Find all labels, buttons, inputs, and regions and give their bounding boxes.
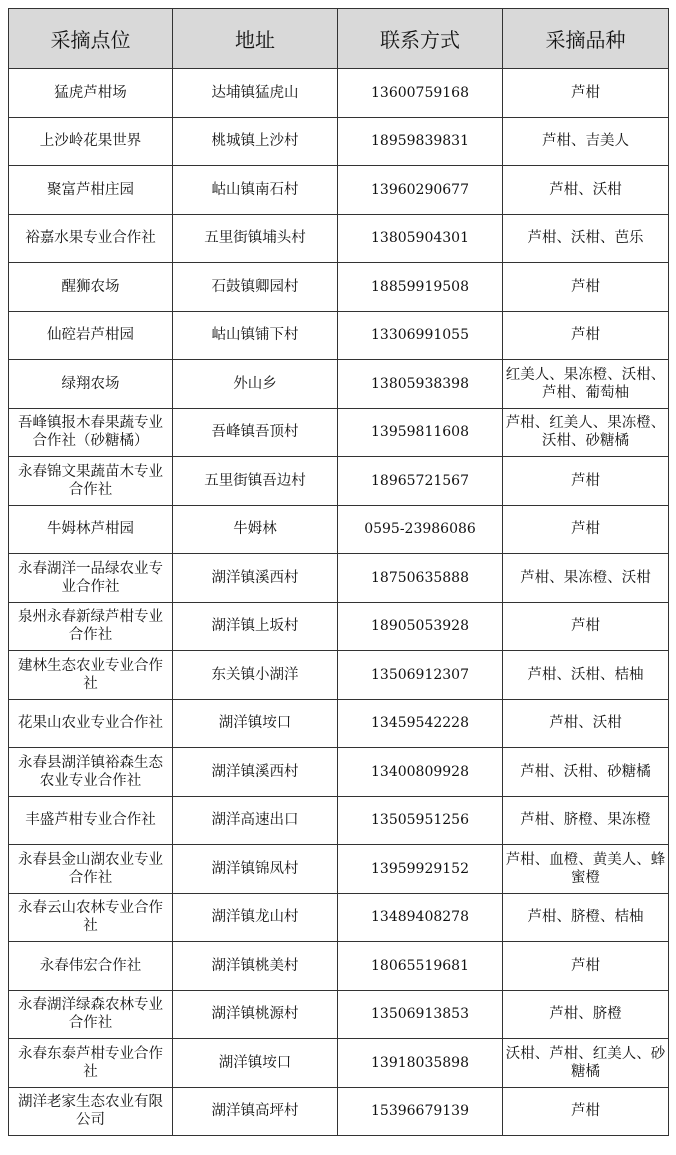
cell-varieties: 芦柑 bbox=[503, 311, 669, 360]
cell-varieties: 芦柑 bbox=[503, 1087, 669, 1136]
cell-address: 五里街镇吾边村 bbox=[173, 457, 338, 506]
picking-spots-table bbox=[8, 8, 669, 1136]
picking-spots-table-container bbox=[8, 8, 668, 1136]
cell-address: 湖洋镇桃美村 bbox=[173, 942, 338, 991]
header-spot: 采摘点位 bbox=[9, 9, 173, 69]
table-row bbox=[9, 554, 669, 603]
cell-address: 湖洋镇高坪村 bbox=[173, 1087, 338, 1136]
cell-spot-name: 永春东泰芦柑专业合作社 bbox=[9, 1039, 173, 1088]
cell-phone: 13505951256 bbox=[338, 796, 503, 845]
cell-varieties: 芦柑、红美人、果冻橙、沃柑、砂糖橘 bbox=[503, 408, 669, 457]
cell-address: 五里街镇埔头村 bbox=[173, 214, 338, 263]
cell-varieties: 芦柑、沃柑、砂糖橘 bbox=[503, 748, 669, 797]
cell-spot-name: 永春锦文果蔬苗木专业合作社 bbox=[9, 457, 173, 506]
cell-phone: 13805938398 bbox=[338, 360, 503, 409]
table-row bbox=[9, 408, 669, 457]
cell-phone: 15396679139 bbox=[338, 1087, 503, 1136]
cell-phone: 18065519681 bbox=[338, 942, 503, 991]
cell-varieties: 芦柑 bbox=[503, 505, 669, 554]
cell-spot-name: 永春县金山湖农业专业合作社 bbox=[9, 845, 173, 894]
cell-phone: 18959839831 bbox=[338, 117, 503, 166]
table-row bbox=[9, 845, 669, 894]
table-body bbox=[9, 69, 669, 1136]
cell-spot-name: 醒狮农场 bbox=[9, 263, 173, 312]
cell-address: 岵山镇南石村 bbox=[173, 166, 338, 215]
cell-address: 岵山镇铺下村 bbox=[173, 311, 338, 360]
cell-address: 达埔镇猛虎山 bbox=[173, 69, 338, 118]
cell-address: 湖洋镇上坂村 bbox=[173, 602, 338, 651]
cell-phone: 0595-23986086 bbox=[338, 505, 503, 554]
cell-phone: 13506912307 bbox=[338, 651, 503, 700]
cell-spot-name: 聚富芦柑庄园 bbox=[9, 166, 173, 215]
table-row bbox=[9, 457, 669, 506]
cell-address: 湖洋镇锦凤村 bbox=[173, 845, 338, 894]
cell-spot-name: 丰盛芦柑专业合作社 bbox=[9, 796, 173, 845]
cell-spot-name: 湖洋老家生态农业有限公司 bbox=[9, 1087, 173, 1136]
cell-address: 湖洋镇溪西村 bbox=[173, 748, 338, 797]
cell-varieties: 芦柑 bbox=[503, 263, 669, 312]
cell-varieties: 芦柑、脐橙 bbox=[503, 990, 669, 1039]
cell-phone: 13600759168 bbox=[338, 69, 503, 118]
cell-address: 石鼓镇卿园村 bbox=[173, 263, 338, 312]
cell-phone: 13459542228 bbox=[338, 699, 503, 748]
cell-varieties: 芦柑、吉美人 bbox=[503, 117, 669, 166]
cell-phone: 13959929152 bbox=[338, 845, 503, 894]
cell-spot-name: 吾峰镇报木春果蔬专业合作社（砂糖橘） bbox=[9, 408, 173, 457]
cell-address: 湖洋镇垵口 bbox=[173, 1039, 338, 1088]
cell-varieties: 芦柑、果冻橙、沃柑 bbox=[503, 554, 669, 603]
table-row bbox=[9, 311, 669, 360]
cell-phone: 13805904301 bbox=[338, 214, 503, 263]
cell-phone: 13959811608 bbox=[338, 408, 503, 457]
table-row bbox=[9, 893, 669, 942]
table-row bbox=[9, 214, 669, 263]
cell-spot-name: 绿翔农场 bbox=[9, 360, 173, 409]
cell-varieties: 芦柑、沃柑 bbox=[503, 699, 669, 748]
cell-phone: 18965721567 bbox=[338, 457, 503, 506]
cell-varieties: 芦柑、沃柑 bbox=[503, 166, 669, 215]
cell-varieties: 芦柑、脐橙、果冻橙 bbox=[503, 796, 669, 845]
table-row bbox=[9, 990, 669, 1039]
cell-address: 湖洋镇垵口 bbox=[173, 699, 338, 748]
table-row bbox=[9, 602, 669, 651]
cell-varieties: 芦柑 bbox=[503, 942, 669, 991]
cell-phone: 13306991055 bbox=[338, 311, 503, 360]
cell-address: 湖洋镇龙山村 bbox=[173, 893, 338, 942]
cell-varieties: 芦柑、血橙、黄美人、蜂蜜橙 bbox=[503, 845, 669, 894]
cell-varieties: 芦柑 bbox=[503, 457, 669, 506]
header-contact: 联系方式 bbox=[338, 9, 503, 69]
header-varieties: 采摘品种 bbox=[503, 9, 669, 69]
table-row bbox=[9, 748, 669, 797]
table-row bbox=[9, 505, 669, 554]
cell-spot-name: 仙硿岩芦柑园 bbox=[9, 311, 173, 360]
table-header-row bbox=[9, 9, 669, 69]
cell-address: 东关镇小湖洋 bbox=[173, 651, 338, 700]
cell-varieties: 沃柑、芦柑、红美人、砂糖橘 bbox=[503, 1039, 669, 1088]
cell-address: 牛姆林 bbox=[173, 505, 338, 554]
cell-varieties: 芦柑 bbox=[503, 602, 669, 651]
cell-varieties: 芦柑、沃柑、芭乐 bbox=[503, 214, 669, 263]
table-row bbox=[9, 651, 669, 700]
cell-phone: 13960290677 bbox=[338, 166, 503, 215]
table-row bbox=[9, 1039, 669, 1088]
cell-phone: 18750635888 bbox=[338, 554, 503, 603]
cell-spot-name: 永春湖洋一品绿农业专业合作社 bbox=[9, 554, 173, 603]
cell-phone: 13489408278 bbox=[338, 893, 503, 942]
table-row bbox=[9, 166, 669, 215]
cell-spot-name: 花果山农业专业合作社 bbox=[9, 699, 173, 748]
cell-spot-name: 泉州永春新绿芦柑专业合作社 bbox=[9, 602, 173, 651]
cell-phone: 13400809928 bbox=[338, 748, 503, 797]
header-address: 地址 bbox=[173, 9, 338, 69]
cell-address: 湖洋镇溪西村 bbox=[173, 554, 338, 603]
cell-varieties: 芦柑 bbox=[503, 69, 669, 118]
table-row bbox=[9, 1087, 669, 1136]
table-row bbox=[9, 263, 669, 312]
cell-phone: 18905053928 bbox=[338, 602, 503, 651]
cell-phone: 18859919508 bbox=[338, 263, 503, 312]
table-row bbox=[9, 360, 669, 409]
cell-varieties: 红美人、果冻橙、沃柑、芦柑、葡萄柚 bbox=[503, 360, 669, 409]
cell-spot-name: 永春伟宏合作社 bbox=[9, 942, 173, 991]
cell-address: 湖洋镇桃源村 bbox=[173, 990, 338, 1039]
cell-varieties: 芦柑、脐橙、桔柚 bbox=[503, 893, 669, 942]
cell-spot-name: 上沙岭花果世界 bbox=[9, 117, 173, 166]
table-row bbox=[9, 117, 669, 166]
cell-address: 湖洋高速出口 bbox=[173, 796, 338, 845]
cell-address: 外山乡 bbox=[173, 360, 338, 409]
cell-phone: 13506913853 bbox=[338, 990, 503, 1039]
cell-spot-name: 牛姆林芦柑园 bbox=[9, 505, 173, 554]
cell-spot-name: 永春县湖洋镇裕森生态农业专业合作社 bbox=[9, 748, 173, 797]
cell-varieties: 芦柑、沃柑、桔柚 bbox=[503, 651, 669, 700]
cell-spot-name: 建林生态农业专业合作社 bbox=[9, 651, 173, 700]
table-row bbox=[9, 942, 669, 991]
cell-spot-name: 永春云山农林专业合作社 bbox=[9, 893, 173, 942]
cell-spot-name: 裕嘉水果专业合作社 bbox=[9, 214, 173, 263]
table-row bbox=[9, 69, 669, 118]
cell-address: 吾峰镇吾顶村 bbox=[173, 408, 338, 457]
table-row bbox=[9, 796, 669, 845]
cell-phone: 13918035898 bbox=[338, 1039, 503, 1088]
cell-address: 桃城镇上沙村 bbox=[173, 117, 338, 166]
cell-spot-name: 猛虎芦柑场 bbox=[9, 69, 173, 118]
table-row bbox=[9, 699, 669, 748]
cell-spot-name: 永春湖洋绿森农林专业合作社 bbox=[9, 990, 173, 1039]
